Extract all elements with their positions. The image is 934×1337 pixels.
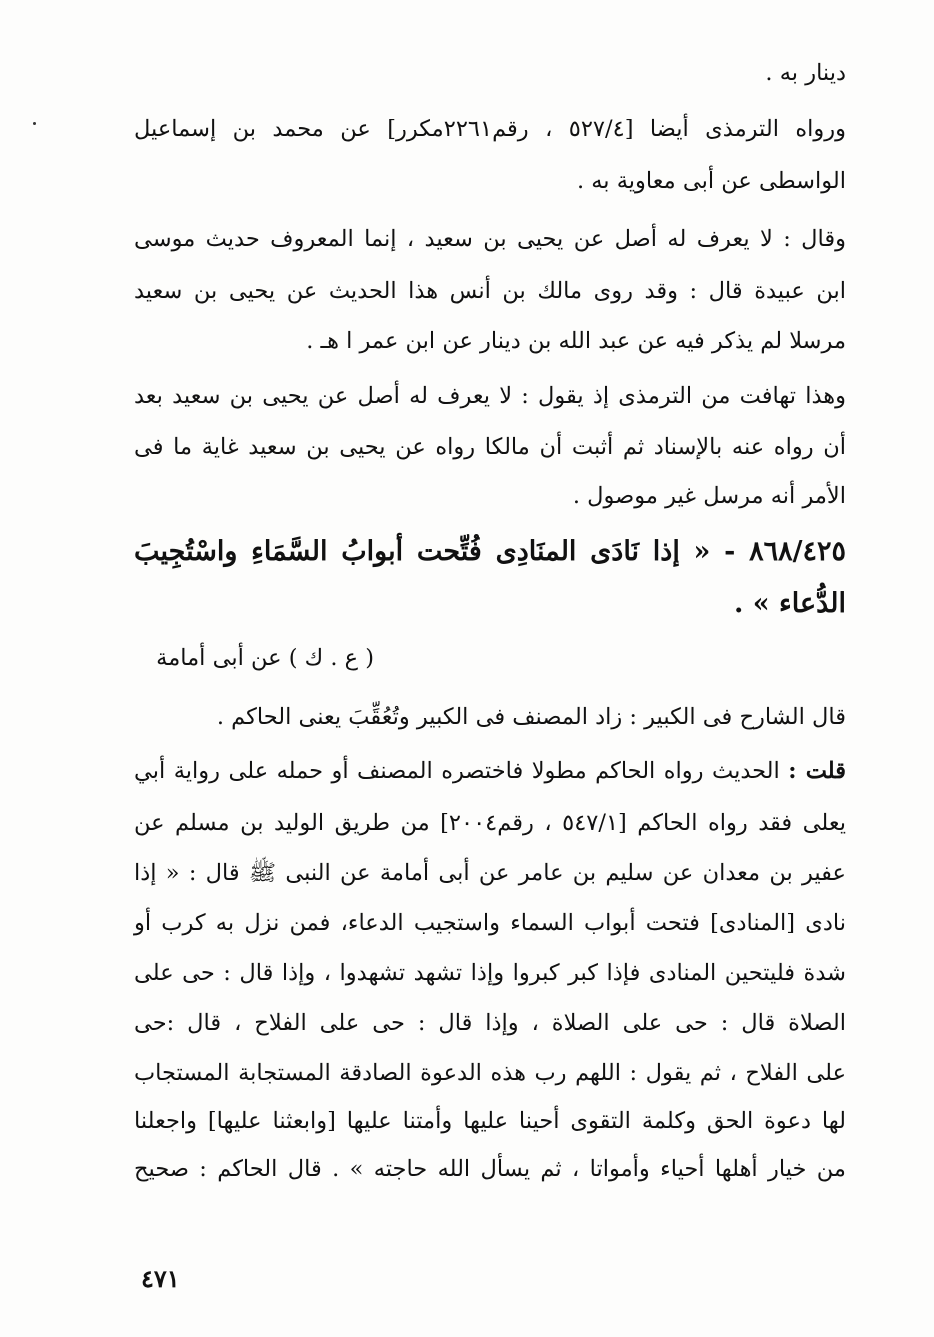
text-line-body: الحديث رواه الحاكم مطولا فاختصره المصنف أو حمله على رواية أبي <box>134 758 780 784</box>
text-line: عفير بن معدان عن سليم بن عامر عن أبى أمامة عن النبى ﷺ قال : « إذا <box>134 860 846 886</box>
text-line: يعلى فقد رواه الحاكم [٥٤٧/١ ، رقم٢٠٠٤] من طريق الوليد بن مسلم عن <box>134 810 846 836</box>
text-line: وقال : لا يعرف له أصل عن يحيى بن سعيد ، إنما المعروف حديث موسى <box>134 226 846 252</box>
text-line: مرسلا لم يذكر فيه عن عبد الله بن دينار عن ابن عمر ا هـ . <box>306 328 846 354</box>
qult-label: قلت : <box>788 758 847 784</box>
hadith-heading: ٨٦٨/٤٢٥ - « إذا نَادَى المنَادِى فُتِّحت أبوابُ السَّمَاءِ واسْتُجِيبَ <box>134 536 846 567</box>
text-line <box>134 760 846 783</box>
text-line: شدة فليتحين المنادى فإذا كبر كبروا وإذا تشهد تشهدوا ، وإذا قال : حى على <box>134 960 846 986</box>
page-number: ٤٧١ <box>141 1264 180 1293</box>
hadith-heading-end: الدُّعاء » . <box>733 588 846 619</box>
hadith-source: ( ع . ك ) عن أبى أمامة <box>156 645 374 671</box>
text-line: على الفلاح ، ثم يقول : اللهم رب هذه الدعوة الصادقة المستجابة المستجاب <box>134 1060 846 1086</box>
text-line: أن رواه عنه بالإسناد ثم أثبت أن مالكا رواه عن يحيى بن سعيد غاية ما فى <box>134 434 846 460</box>
text-line: ورواه الترمذى أيضا [٥٢٧/٤ ، رقم٢٢٦١مكرر] عن محمد بن إسماعيل <box>134 116 846 142</box>
text-line: دينار به . <box>765 60 846 86</box>
text-line: قال الشارح فى الكبير : زاد المصنف فى الكبير وتُعُقِّبَ يعنى الحاكم . <box>216 704 846 730</box>
text-line: الأمر أنه مرسل غير موصول . <box>572 483 846 509</box>
text-line: لها دعوة الحق وكلمة التقوى أحينا عليها وأمتنا عليها [وابعثنا عليها] واجعلنا <box>134 1108 846 1134</box>
text-line: الواسطى عن أبى معاوية به . <box>576 168 846 194</box>
scan-speck <box>33 122 36 125</box>
text-line: ابن عبيدة قال : وقد روى مالك بن أنس هذا الحديث عن يحيى بن سعيد <box>134 278 846 304</box>
text-line: نادى [المنادى] فتحت أبواب السماء واستجيب الدعاء، فمن نزل به كرب أو <box>134 910 846 936</box>
text-line: الصلاة قال : حى على الصلاة ، وإذا قال : حى على الفلاح ، قال :حى <box>134 1010 846 1036</box>
text-line: وهذا تهافت من الترمذى إذ يقول : لا يعرف له أصل عن يحيى بن سعيد بعد <box>134 383 846 409</box>
text-line: من خيار أهلها أحياء وأمواتا ، ثم يسأل الله حاجته » . قال الحاكم : صحيح <box>134 1156 846 1182</box>
